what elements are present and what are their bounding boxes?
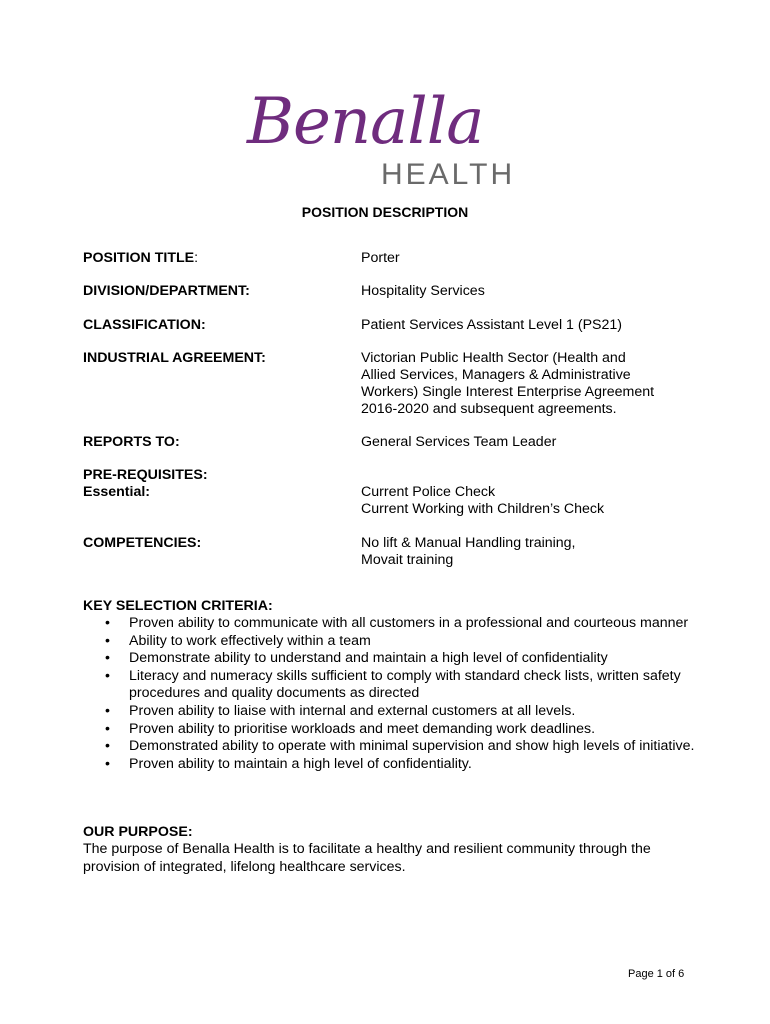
field-value-competencies-line: Movait training [361,552,454,568]
document-heading: POSITION DESCRIPTION [301,204,469,220]
field-value-classification: Patient Services Assistant Level 1 (PS21) [361,317,623,333]
field-value-competencies-line: No lift & Manual Handling training, [361,535,576,551]
bullet-icon: • [105,615,110,631]
field-label-prerequisites: PRE-REQUISITES: [83,467,208,483]
field-value-essential-line: Current Police Check [361,484,496,500]
bullet-icon: • [105,667,110,684]
our-purpose-text: The purpose of Benalla Health is to facilitate a healthy and resilient community through the provision of integrated, lifelong healthcare services. [83,841,651,875]
page-number: Page 1 of 6 [628,968,685,980]
field-value-industrial-agreement-line: Victorian Public Health Sector (Health and [361,350,626,366]
field-value-division: Hospitality Services [361,283,485,299]
field-label-classification: CLASSIFICATION: [83,317,206,333]
bullet-icon: • [105,720,110,737]
bullet-icon: • [105,650,110,667]
list-item: • Proven ability to maintain a high level of confidentiality. [105,755,472,772]
field-label-division: DIVISION/DEPARTMENT: [83,283,250,299]
field-label-industrial-agreement: INDUSTRIAL AGREEMENT: [83,350,266,366]
field-value-position-title: Porter [361,250,400,266]
field-label-position-title: POSITION TITLE: [83,250,199,266]
bullet-icon: • [105,755,110,772]
list-item: • Proven ability to liaise with internal and external customers at all levels. [105,702,576,719]
key-selection-criteria-title: KEY SELECTION CRITERIA: [83,598,273,614]
key-selection-criteria-list [83,615,703,773]
list-item: • Literacy and numeracy skills sufficient to comply with standard check lists, written safety procedures and quality documents as directed [105,667,681,702]
list-item: • Ability to work effectively within a team [105,632,371,649]
field-value-industrial-agreement-line: Allied Services, Managers & Administrative [361,367,631,383]
field-label-essential: Essential: [83,484,151,500]
list-item: • Proven ability to prioritise workloads and meet demanding work deadlines. [105,720,596,737]
logo-sub-text: HEALTH [381,158,516,191]
benalla-health-logo [247,86,537,196]
field-value-essential-line: Current Working with Children’s Check [361,501,605,517]
field-value-industrial-agreement-line: 2016-2020 and subsequent agreements. [361,401,617,417]
field-value-industrial-agreement-line: Workers) Single Interest Enterprise Agreement [361,384,655,400]
list-item: • Proven ability to communicate with all customers in a professional and courteous manner [105,615,689,631]
field-label-reports-to: REPORTS TO: [83,434,180,450]
bullet-icon: • [105,738,110,755]
field-value-reports-to: General Services Team Leader [361,434,557,450]
list-item: • Demonstrate ability to understand and maintain a high level of confidentiality [105,650,608,667]
field-label-competencies: COMPETENCIES: [83,535,202,551]
logo-script-text: Benalla [247,85,484,159]
our-purpose-title: OUR PURPOSE: [83,824,193,840]
list-item: • Demonstrated ability to operate with minimal supervision and show high levels of initiative. [105,738,695,755]
bullet-icon: • [105,702,110,719]
bullet-icon: • [105,632,110,649]
